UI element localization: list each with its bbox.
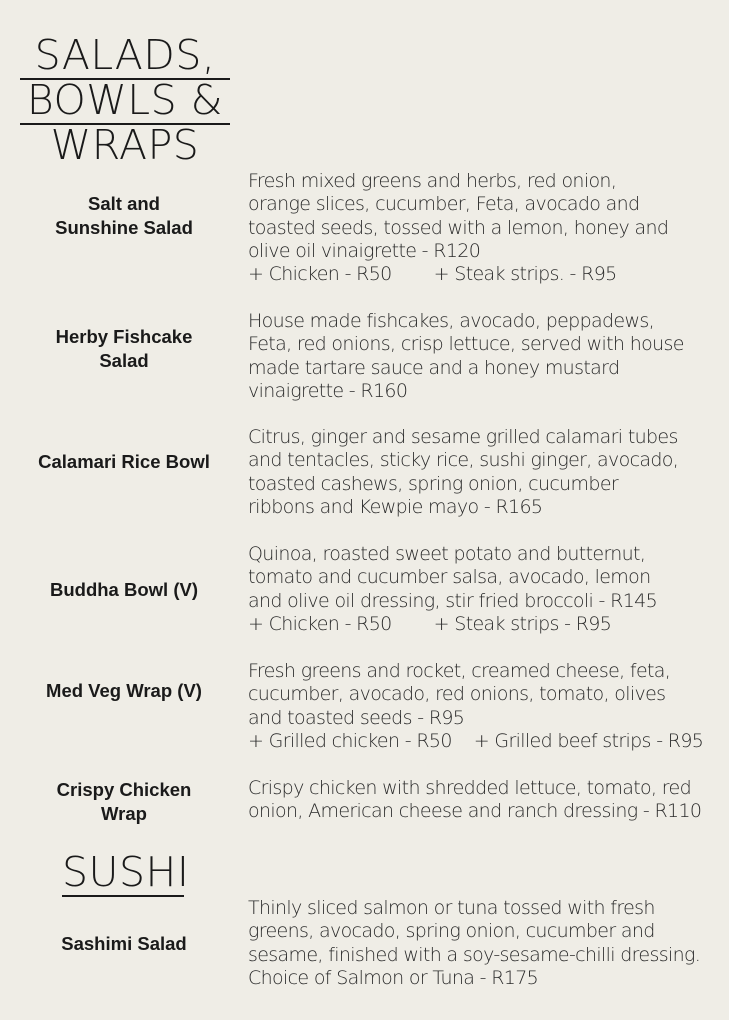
item-name-salt-sunshine-salad: Salt and Sunshine Salad <box>55 193 193 238</box>
addon-grilled-chicken: + Grilled chicken - R50 <box>248 729 452 752</box>
item-desc-crispy-chicken-wrap: Crispy chicken with shredded lettuce, tomato, red onion, American cheese and ranch dressing - R110 <box>248 777 702 823</box>
item-name-crispy-chicken-wrap: Crispy Chicken Wrap <box>56 779 192 824</box>
item-name-buddha-bowl: Buddha Bowl (V) <box>50 579 198 600</box>
addon-chicken: + Chicken - R50 <box>248 263 392 286</box>
section-heading-salads-line-3: WRAPS <box>50 121 200 169</box>
addons-line <box>248 263 726 286</box>
item-desc-salt-sunshine-salad: Fresh mixed greens and herbs, red onion, orange slices, cucumber, Feta, avocado and toasted seeds, tossed with a lemon, honey and olive oil vinaigrette - R120 + Chicken - R50 + Steak strips. - R95 <box>248 170 726 286</box>
addons-line <box>248 613 726 636</box>
item-name-sashimi-salad: Sashimi Salad <box>61 933 187 954</box>
section-heading-salads-line-1: SALADS, <box>20 32 230 80</box>
addon-steak: + Steak strips - R95 <box>433 612 612 635</box>
addons-line <box>248 730 726 753</box>
item-name-herby-fishcake-salad: Herby Fishcake Salad <box>55 326 193 371</box>
section-heading-sushi: SUSHI <box>62 848 190 896</box>
item-desc-sashimi-salad: Thinly sliced salmon or tuna tossed with fresh greens, avocado, spring onion, cucumber and sesame, finished with a soy-sesame-chilli dressing. Choice of Salmon or Tuna - R175 <box>248 897 701 989</box>
item-desc-calamari-rice-bowl: Citrus, ginger and sesame grilled calamari tubes and tentacles, sticky rice, sushi ginger, avocado, toasted cashews, spring onion, cucumber ribbons and Kewpie mayo - R165 <box>248 426 679 518</box>
item-name-med-veg-wrap: Med Veg Wrap (V) <box>46 680 202 701</box>
addon-chicken: + Chicken - R50 <box>248 612 392 635</box>
section-heading-salads-line-2: BOWLS & <box>20 77 230 125</box>
addon-steak: + Steak strips. - R95 <box>433 263 617 286</box>
item-desc-med-veg-wrap: Fresh greens and rocket, creamed cheese, feta, cucumber, avocado, red onions, tomato, olives and toasted seeds - R95 + Grilled chicken - R50 + Grilled beef strips - R95 <box>248 660 726 753</box>
addon-grilled-beef: + Grilled beef strips - R95 <box>473 729 704 752</box>
item-desc-herby-fishcake-salad: House made fishcakes, avocado, peppadews, Feta, red onions, crisp lettuce, served with house made tartare sauce and a honey mustard vinaigrette - R160 <box>248 310 684 402</box>
item-name-calamari-rice-bowl: Calamari Rice Bowl <box>38 451 210 472</box>
item-desc-buddha-bowl: Quinoa, roasted sweet potato and butternut, tomato and cucumber salsa, avocado, lemon and olive oil dressing, stir fried broccoli - R145 + Chicken - R50 + Steak strips - R95 <box>248 543 726 636</box>
